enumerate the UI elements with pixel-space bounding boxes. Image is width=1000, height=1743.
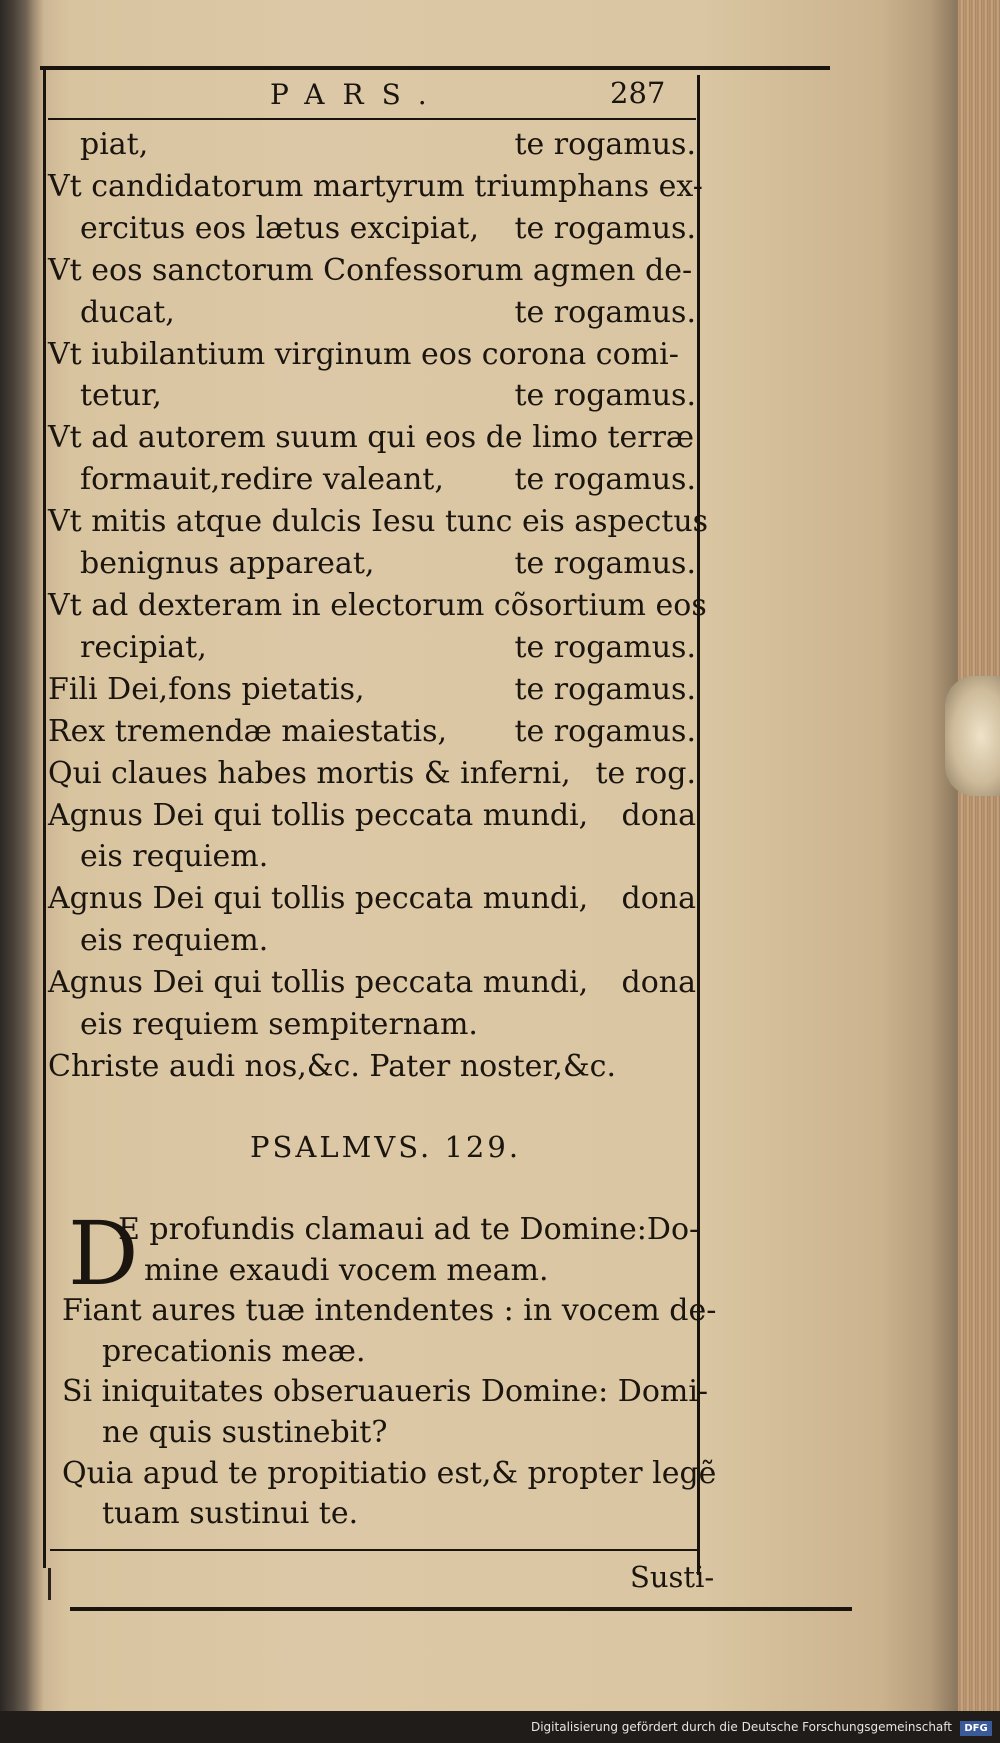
litany-line [48,501,709,543]
litany-response: te rogamus. [514,546,696,582]
psalm-line: Quia apud te propitiatio est,& propter legẽ [62,1455,717,1491]
page-number: 287 [610,76,666,110]
litany-line [48,1004,698,1046]
litany-line [48,334,698,376]
psalm-text [62,1202,717,1535]
dfg-logo: DFG [960,1721,992,1736]
litany-response: te rog. [595,755,696,791]
header-rule [48,118,696,120]
litany-line [48,585,707,627]
litany-line-text: Agnus Dei qui tollis peccata mundi, [48,797,589,833]
litany-line-text: ercitus eos lætus excipiat, [80,210,479,246]
psalm-line: Si iniquitates obseruaueris Domine: Domi- [62,1374,709,1410]
litany-line [48,669,698,711]
litany-line [48,878,698,920]
litany-response: te rogamus. [514,629,696,665]
litany-line-text: Vt mitis atque dulcis Iesu tunc eis aspectus [48,504,709,540]
litany-line-text: Vt ad dexteram in electorum cõsortium eos [48,587,707,623]
litany-verse [48,501,709,585]
litany-line [48,375,698,417]
psalm-line: ne quis sustinebit? [102,1414,388,1450]
bottom-rule [50,1549,698,1551]
litany-verse [48,1046,698,1088]
litany-line-text: Vt eos sanctorum Confessorum agmen de- [48,252,693,288]
litany-line-text: Agnus Dei qui tollis peccata mundi, [48,965,589,1001]
litany-verse [48,711,698,753]
litany-verse [48,878,698,962]
litany-response: dona [621,797,696,833]
litany-response: te rogamus. [514,671,696,707]
litany-line-text: eis requiem. [80,839,269,875]
litany-verse [48,669,698,711]
litany-verse [48,166,703,250]
litany-line [48,208,698,250]
litany-line-text: Vt iubilantium virginum eos corona comi- [48,336,679,372]
psalm-line: precationis meæ. [102,1333,366,1369]
litany-line-text: eis requiem. [80,923,269,959]
litany-line [48,459,698,501]
litany-response: te rogamus. [514,127,696,162]
litany-verse [48,334,698,418]
litany-line-text: piat, [80,127,149,162]
litany-line-text: Rex tremendæ maiestatis, [48,713,448,749]
litany-line [48,166,703,208]
litany-line-text: Christe audi nos,&c. Pater noster,&c. [48,1048,617,1084]
litany-line-text: formauit,redire valeant, [80,462,444,498]
margin-mark [48,1568,51,1600]
litany-line [48,920,698,962]
litany-line [48,711,698,753]
page-edges [958,0,1000,1720]
psalm-line: E profundis clamaui ad te Domine:Do- [118,1212,700,1247]
litany-line-text: recipiat, [80,629,207,665]
running-title: PARS. [270,78,445,111]
litany-line [48,753,698,795]
litany-response: dona [621,965,696,1001]
litany-verse [48,962,698,1046]
psalm-line: mine exaudi vocem meam. [144,1252,549,1288]
psalm-line: tuam sustinui te. [102,1496,359,1532]
litany-line [48,124,698,166]
litany-response: te rogamus. [514,210,696,246]
footer-bar [0,1711,1000,1743]
litany-response: te rogamus. [514,713,696,749]
litany-verse [48,417,698,501]
litany-verse [48,124,698,166]
litany-line [48,627,698,669]
litany-line [48,795,698,837]
psalm-heading: PSALMVS. 129. [250,1130,522,1164]
litany-line-text: Vt ad autorem suum qui eos de limo terræ [48,420,695,456]
litany-line-text: benignus appareat, [80,546,375,582]
litany-line [48,962,698,1004]
frame-left-rule [43,68,46,1568]
litany-line [48,543,698,585]
drop-capital: D [68,1202,139,1305]
book-clasp [945,676,1000,796]
litany-verse [48,753,698,795]
litany-line [48,1046,698,1088]
litany-line-text: Fili Dei,fons pietatis, [48,671,365,707]
litany-line-text: ducat, [80,294,175,330]
litany-line-text: eis requiem sempiternam. [80,1007,478,1043]
base-rule [70,1607,852,1611]
top-rule [40,66,830,70]
litany-verse [48,250,698,334]
litany-response: te rogamus. [514,294,696,330]
litany-response: te rogamus. [514,462,696,498]
litany-line-text: Agnus Dei qui tollis peccata mundi, [48,881,589,917]
catchword: Susti- [630,1560,715,1594]
litany-line [48,836,698,878]
litany-verse [48,585,707,669]
litany-line-text: Vt candidatorum martyrum triumphans ex- [48,168,703,204]
litany-line [48,417,698,459]
litany-text [48,124,709,1088]
litany-response: te rogamus. [514,378,696,414]
litany-line [48,292,698,334]
litany-verse [48,795,698,879]
psalm-line: Fiant aures tuæ intendentes : in vocem de- [62,1293,717,1329]
litany-line-text: tetur, [80,378,162,414]
litany-response: dona [621,881,696,917]
litany-line-text: Qui claues habes mortis & inferni, [48,755,571,791]
funding-credit: Digitalisierung gefördert durch die Deutsche Forschungsgemeinschaft [530,1720,952,1734]
litany-line [48,250,698,292]
